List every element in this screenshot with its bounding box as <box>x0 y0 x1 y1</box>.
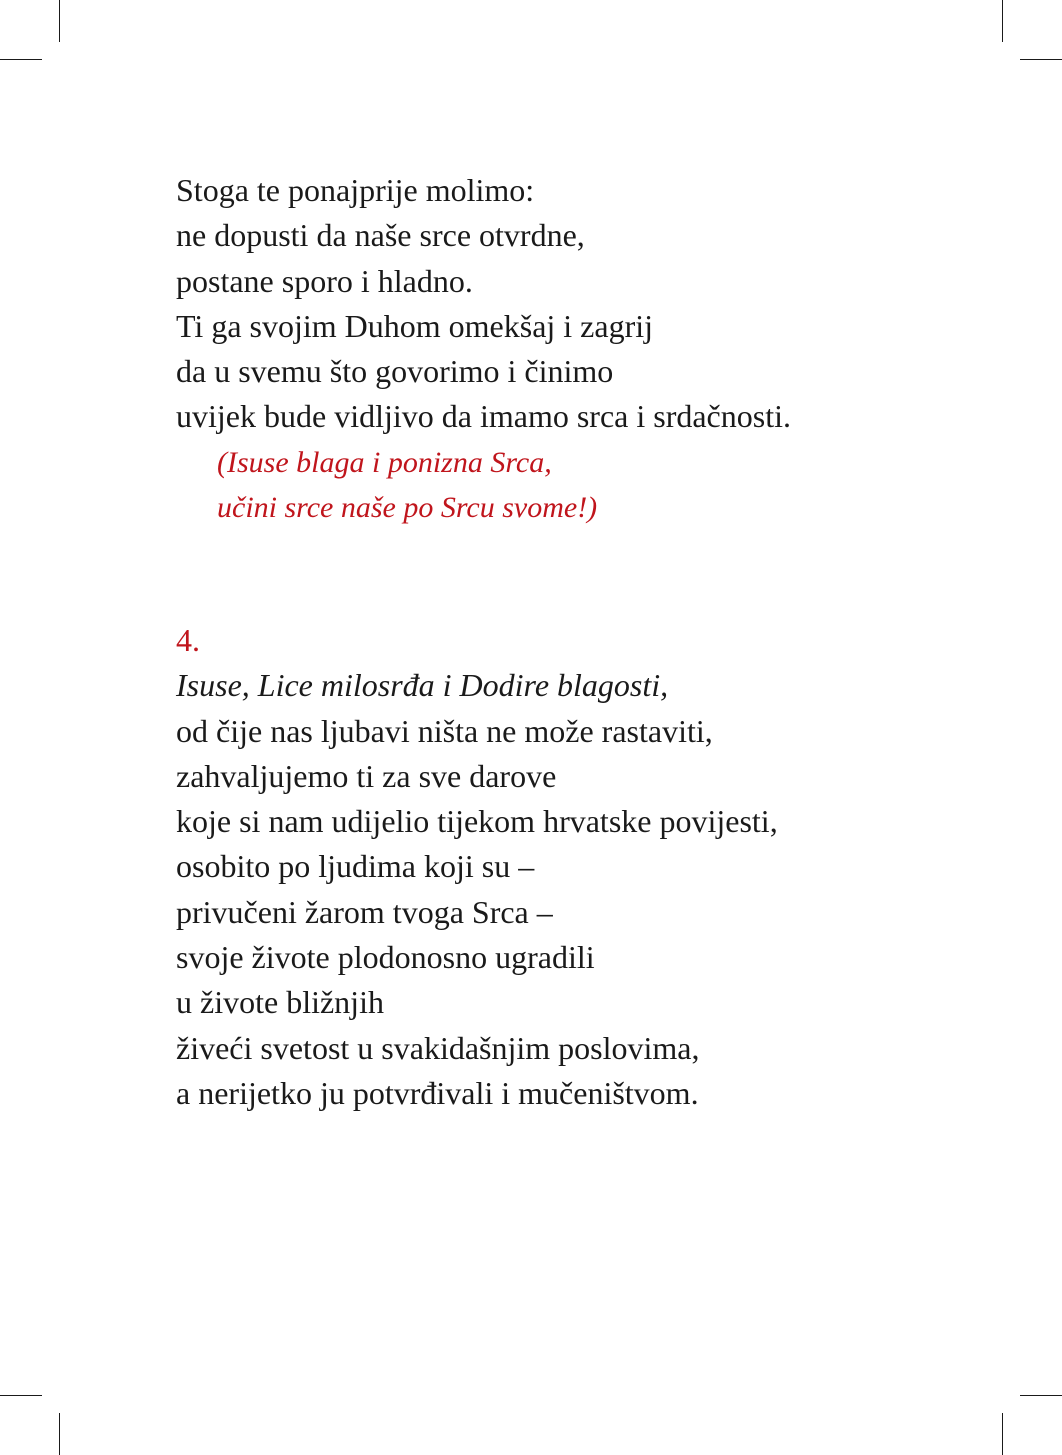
stanza-line: uvijek bude vidljivo da imamo srca i srdačnosti. <box>176 398 791 435</box>
stanza-line: postane sporo i hladno. <box>176 262 473 299</box>
stanza-top <box>176 168 791 530</box>
refrain-line: učini srce naše po Srcu svome!) <box>217 491 598 525</box>
section-line: a nerijetko ju potvrđivali i mučeništvom. <box>176 1074 699 1111</box>
section-line: privučeni žarom tvoga Srca – <box>176 893 553 930</box>
crop-mark-top-right-vertical <box>1002 0 1003 42</box>
section-line: osobito po ljudima koji su – <box>176 848 535 885</box>
section-line: zahvaljujemo ti za sve darove <box>176 757 557 794</box>
crop-mark-bottom-left-horizontal <box>0 1395 42 1396</box>
refrain-line: (Isuse blaga i ponizna Srca, <box>217 445 552 479</box>
section-number: 4. <box>176 622 200 658</box>
crop-mark-top-left-vertical <box>59 0 60 42</box>
section-line: živeći svetost u svakidašnjim poslovima, <box>176 1029 700 1066</box>
section-line: od čije nas ljubavi ništa ne može rastaviti, <box>176 712 713 749</box>
stanza-line: Ti ga svojim Duhom omekšaj i zagrij <box>176 307 654 344</box>
section-line: svoje živote plodonosno ugradili <box>176 939 595 976</box>
section-heading: Isuse, Lice milosrđa i Dodire blagosti, <box>176 667 669 704</box>
stanza-line: ne dopusti da naše srce otvrdne, <box>176 217 585 254</box>
section-line: koje si nam udijelio tijekom hrvatske povijesti, <box>176 803 778 840</box>
crop-mark-top-right-horizontal <box>1020 59 1062 60</box>
crop-mark-top-left-horizontal <box>0 59 42 60</box>
stanza-line: Stoga te ponajprije molimo: <box>176 172 535 208</box>
section-4 <box>176 618 778 1116</box>
crop-mark-bottom-left-vertical <box>59 1413 60 1455</box>
crop-mark-bottom-right-vertical <box>1002 1413 1003 1455</box>
stanza-line: da u svemu što govorimo i činimo <box>176 353 614 390</box>
section-line: u živote bližnjih <box>176 984 384 1021</box>
crop-mark-bottom-right-horizontal <box>1020 1395 1062 1396</box>
